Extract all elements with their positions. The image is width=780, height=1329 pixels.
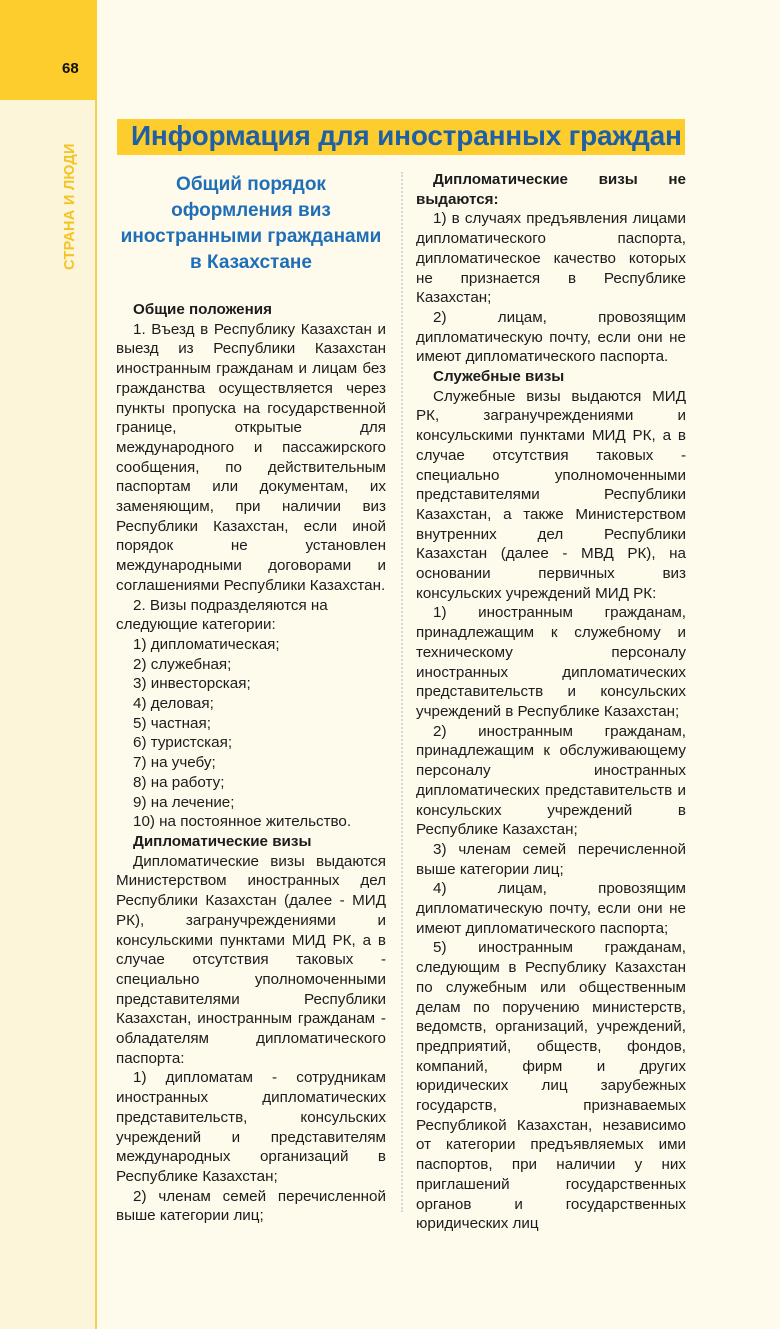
- list-item: 3) инвесторская;: [133, 675, 251, 693]
- list-item: 5) частная;: [133, 714, 211, 732]
- service-visas-title: Служебные визы: [433, 368, 565, 386]
- paragraph-entry-exit: 1. Въезд в Республику Казахстан и выезд из Республики Казахстан иностранным гражданам и лицам без гражданства осуществляется через пункты пропуска на государственной границе, открытые для международного и пассажирского сообщения, по действительным паспортам или документам, их заменяющим, при наличии виз Республики Казахстан, если иной порядок не установлен международными договорами и соглашениями Республики Казахстан.: [116, 320, 386, 594]
- paragraph-diplomatic-visas: Дипломатические визы выдаются Министерством иностранных дел Республики Казахстан (далее - МИД РК), загранучреждениями и консульскими пунктами МИД РК, а в случае отсутствия таковых - специально уполномоченными представителями Республики Казахстан, иностранным гражданам - обладателям дипломатического паспорта:: [116, 852, 386, 1067]
- list-item: 2) членам семей перечисленной выше категории лиц;: [116, 1187, 386, 1225]
- article-heading: Общий порядок оформления виз иностранными гражданами в Казахстане: [120, 174, 382, 273]
- list-item: 2) служебная;: [133, 655, 232, 673]
- list-item: 4) лицам, провозящим дипломатическую почту, если они не имеют дипломатического паспорта;: [416, 880, 686, 937]
- list-item: 9) на лечение;: [133, 793, 235, 811]
- list-item: 4) деловая;: [133, 695, 214, 713]
- page-number-tab: [0, 0, 97, 100]
- general-provisions-title: Общие положения: [133, 301, 272, 318]
- sidebar-strip: [0, 0, 96, 1329]
- title-banner: [117, 119, 685, 155]
- diplomatic-visas-title: Дипломатические визы: [133, 832, 312, 850]
- list-item: 6) туристская;: [133, 734, 233, 752]
- list-item: 2) лицам, провозящим дипломатическую почту, если они не имеют дипломатического паспорта.: [416, 308, 686, 366]
- right-column: [416, 170, 686, 1234]
- column-divider: [401, 172, 403, 1212]
- list-item: 1) дипломатическая;: [133, 635, 280, 653]
- list-item: 3) членам семей перечисленной выше категории лиц;: [416, 840, 686, 878]
- list-item: 1) в случаях предъявления лицами дипломатического паспорта, дипломатическое качество которых не признается в Республике Казахстан;: [416, 210, 686, 307]
- list-item: 2) иностранным гражданам, принадлежащим к обслуживающему персоналу иностранных дипломатических представительств и консульских учреждений в Республике Казахстан;: [416, 722, 686, 839]
- not-issued-title: Дипломатические визы не выдаются:: [416, 171, 686, 208]
- list-item: 8) на работу;: [133, 773, 225, 791]
- list-item: 5) иностранным гражданам, следующим в Республику Казахстан по служебным или общественным делам по поручению министерств, ведомств, организаций, учреждений, предприятий, обществ, фондов, компаний, фирм и других юридических лиц зарубежных государств, признаваемых Республикой Казахстан, независимо от категории предъявляемых ими паспортов, при наличии у них приглашений государственных органов и государственных юридических лиц: [416, 939, 686, 1233]
- paragraph-visa-categories: 2. Визы подразделяются на следующие категории:: [116, 596, 328, 634]
- section-side-label: СТРАНА И ЛЮДИ: [62, 143, 78, 270]
- sidebar-divider: [95, 0, 97, 1329]
- page-title: Информация для иностранных граждан: [131, 120, 682, 151]
- list-item: 1) дипломатам - сотрудникам иностранных дипломатических представительств, консульских учреждений и представителям международных организаций в Республике Казахстан;: [116, 1069, 386, 1185]
- paragraph-service-visas: Служебные визы выдаются МИД РК, загранучреждениями и консульскими пунктами МИД РК, а в случае отсутствия таковых - специально уполномоченными представителями Республики Казахстан, а также Министерством внутренних дел Республики Казахстан (далее - МВД РК), на основании первичных виз консульских учреждений МИД РК:: [416, 387, 686, 602]
- left-column: [116, 170, 386, 1226]
- list-item: 10) на постоянное жительство.: [133, 813, 352, 831]
- page-number: 68: [62, 60, 79, 77]
- list-item: 1) иностранным гражданам, принадлежащим к служебному и техническому персоналу иностранных дипломатических представительств и консульских учреждений в Республике Казахстан;: [416, 604, 686, 720]
- list-item: 7) на учебу;: [133, 754, 216, 772]
